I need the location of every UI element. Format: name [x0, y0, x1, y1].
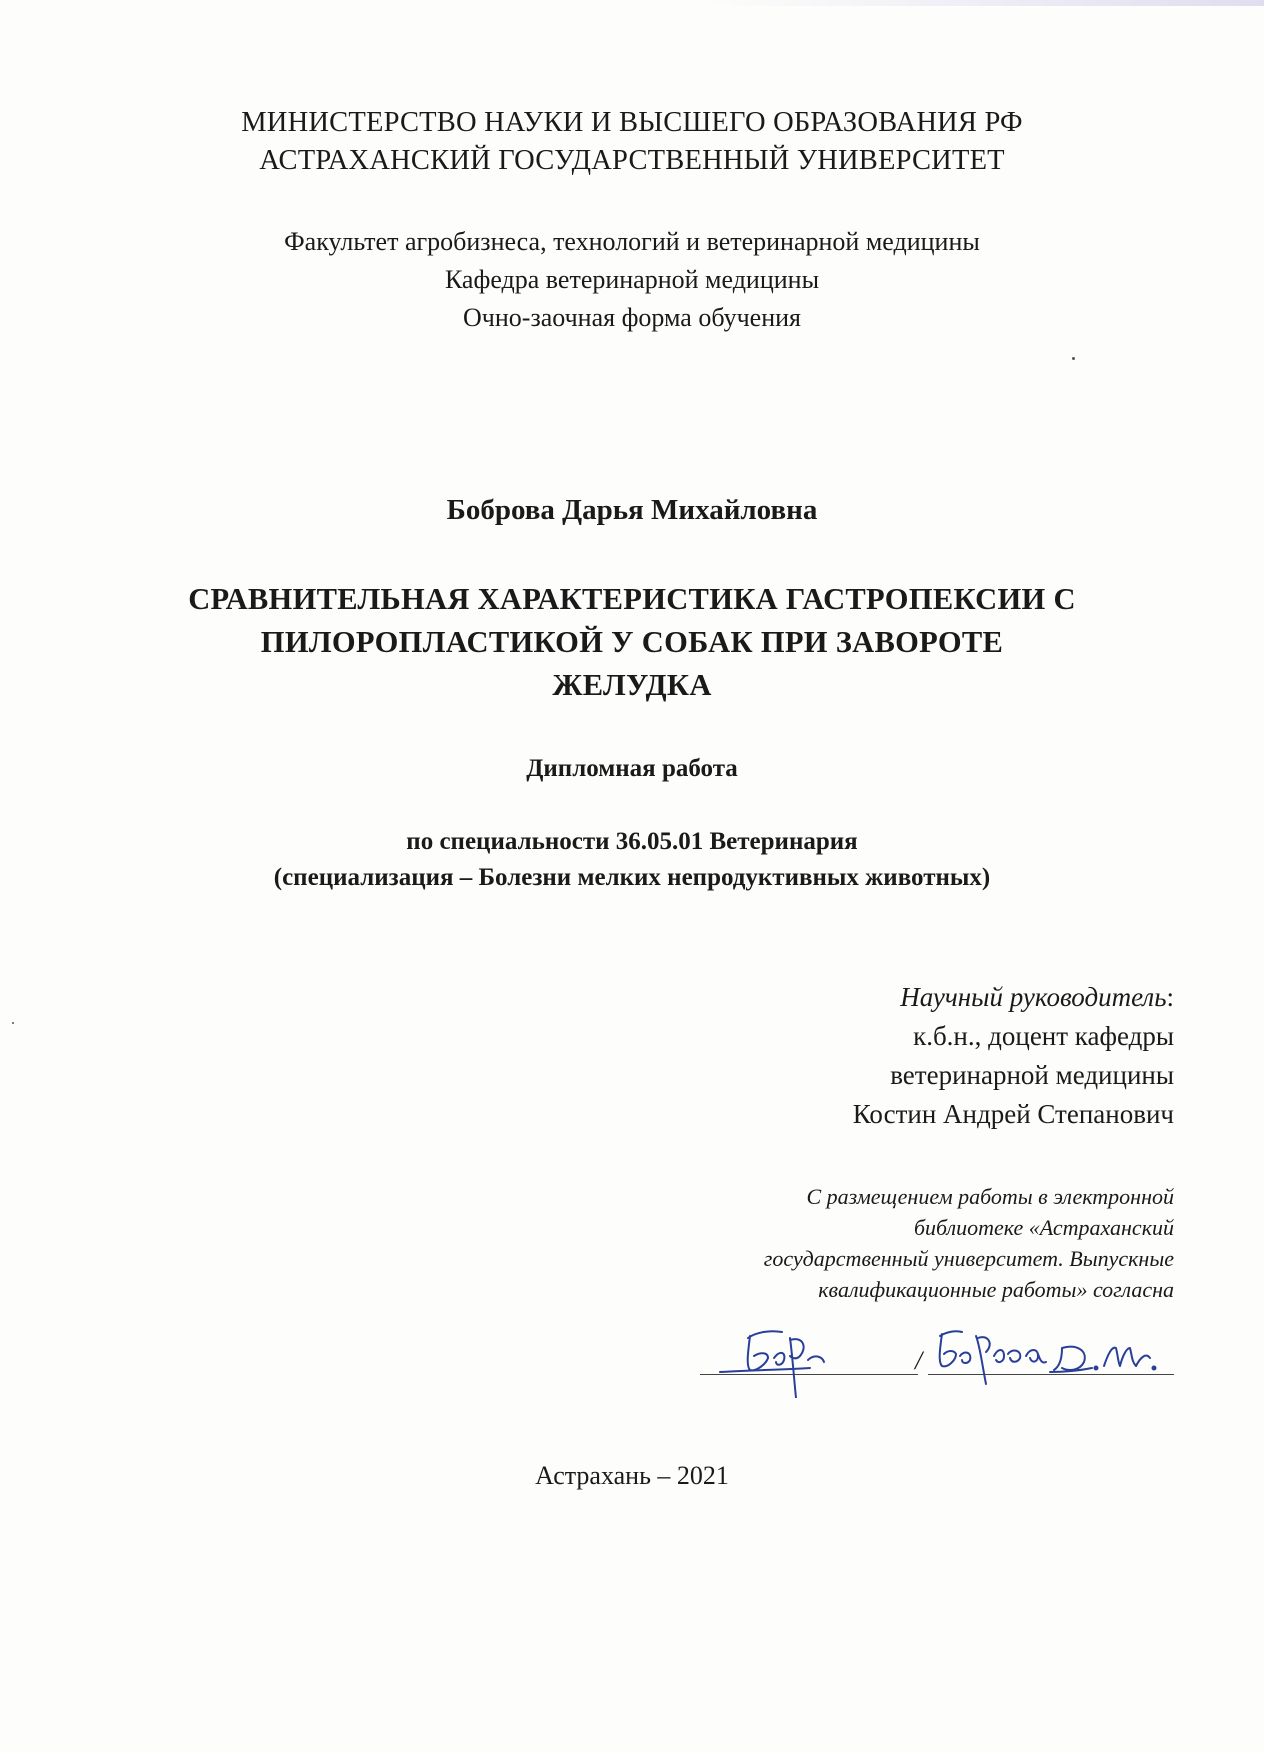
supervisor-label: Научный руководитель	[900, 982, 1167, 1012]
work-type: Дипломная работа	[526, 755, 738, 782]
consent-line: С размещением работы в электронной	[806, 1184, 1174, 1209]
university-name: АСТРАХАНСКИЙ ГОСУДАРСТВЕННЫЙ УНИВЕРСИТЕТ	[259, 145, 1005, 176]
supervisor-name: Костин Андрей Степанович	[852, 1099, 1174, 1129]
author-name: Боброва Дарья Михайловна	[446, 494, 818, 526]
specialization-line: (специализация – Болезни мелких непродуктивных животных)	[273, 864, 991, 891]
supervisor-label-row	[853, 978, 1174, 1017]
study-form: Очно-заочная форма обучения	[463, 303, 801, 332]
title-line: ПИЛОРОПЛАСТИКОЙ У СОБАК ПРИ ЗАВОРОТЕ	[260, 625, 1004, 659]
signature-separator: /	[915, 1346, 923, 1375]
title-line: СРАВНИТЕЛЬНАЯ ХАРАКТЕРИСТИКА ГАСТРОПЕКСИИ С	[188, 582, 1076, 616]
institution-header	[0, 104, 1264, 180]
thesis-title	[0, 578, 1264, 707]
specialty-block	[0, 824, 1264, 896]
supervisor-department: ветеринарной медицины	[890, 1060, 1174, 1090]
ministry-name: МИНИСТЕРСТВО НАУКИ И ВЫСШЕГО ОБРАЗОВАНИЯ РФ	[241, 107, 1023, 138]
scan-edge	[704, 0, 1264, 6]
consent-line: библиотеке «Астраханский	[913, 1215, 1174, 1240]
consent-block	[764, 1181, 1174, 1305]
specialty-line: по специальности 36.05.01 Ветеринария	[406, 828, 858, 855]
handwritten-signature	[690, 1318, 1190, 1398]
supervisor-colon: :	[1166, 982, 1174, 1012]
supervisor-degree: к.б.н., доцент кафедры	[913, 1021, 1174, 1051]
department-name: Кафедра ветеринарной медицины	[444, 265, 820, 294]
scan-speck	[1072, 357, 1075, 360]
supervisor-block	[853, 978, 1174, 1134]
scan-speck	[12, 1022, 14, 1024]
consent-line: государственный университет. Выпускные	[763, 1246, 1174, 1271]
consent-line: квалификационные работы» согласна	[818, 1277, 1174, 1302]
faculty-block	[0, 223, 1264, 337]
title-line: ЖЕЛУДКА	[552, 668, 712, 702]
city-year: Астрахань – 2021	[535, 1461, 729, 1490]
faculty-name: Факультет агробизнеса, технологий и ветеринарной медицины	[284, 227, 980, 256]
